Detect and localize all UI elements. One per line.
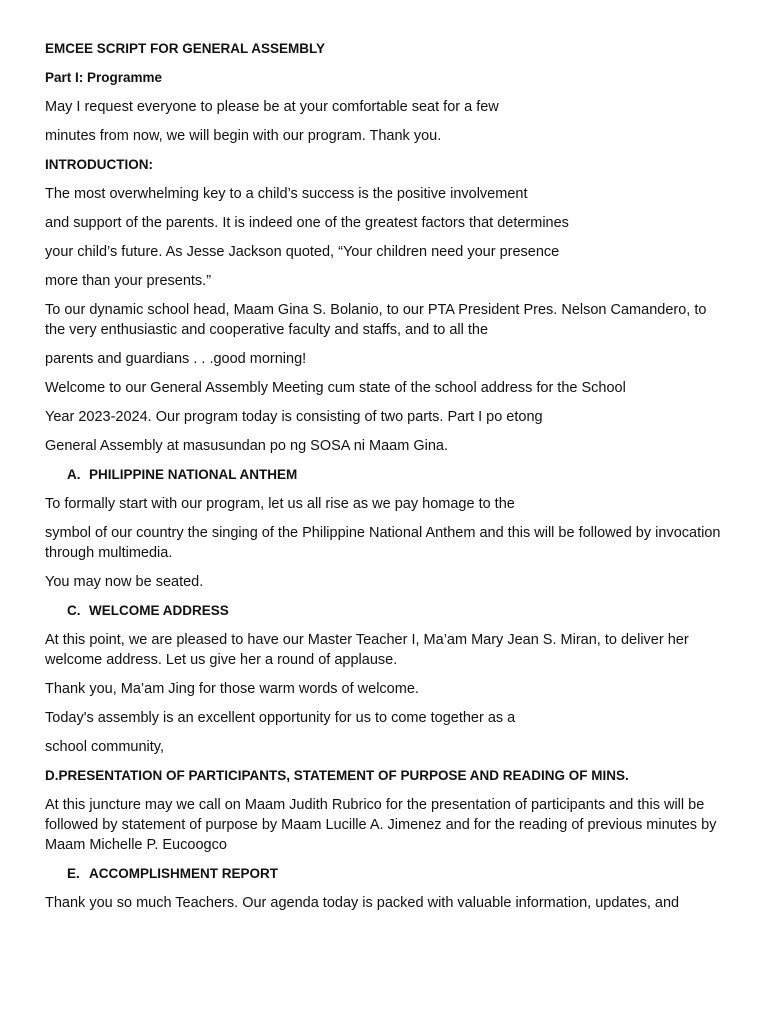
section-letter: E. bbox=[67, 866, 80, 881]
paragraph-line: At this point, we are pleased to have our Master Teacher I, Ma’am Mary Jean S. Miran, to deliver her welcome address. Let us give her a round of applause. bbox=[45, 632, 689, 668]
paragraph-line: parents and guardians . . .good morning! bbox=[45, 351, 307, 367]
document-title: EMCEE SCRIPT FOR GENERAL ASSEMBLY bbox=[45, 41, 326, 56]
paragraph-line: At this juncture may we call on Maam Judith Rubrico for the presentation of participants and this will be followed by statement of purpose by Maam Lucille A. Jimenez and for the reading of previous minutes by Maam Michelle P. Eucoogco bbox=[45, 797, 717, 853]
paragraph-line: Thank you so much Teachers. Our agenda today is packed with valuable information, updates, and bbox=[45, 895, 680, 911]
section-title: PHILIPPINE NATIONAL ANTHEM bbox=[89, 467, 298, 482]
paragraph-line: To formally start with our program, let us all rise as we pay homage to the bbox=[45, 496, 515, 512]
paragraph-line: To our dynamic school head, Maam Gina S. Bolanio, to our PTA President Pres. Nelson Camandero, to the very enthusiastic and cooperative faculty and staffs, and to all the bbox=[45, 302, 707, 338]
paragraph-line: You may now be seated. bbox=[45, 574, 204, 590]
paragraph-line: Thank you, Ma’am Jing for those warm words of welcome. bbox=[45, 681, 419, 697]
paragraph-line: more than your presents.” bbox=[45, 273, 212, 289]
section-letter: A. bbox=[67, 467, 81, 482]
section-heading-d: D.PRESENTATION OF PARTICIPANTS, STATEMENT OF PURPOSE AND READING OF MINS. bbox=[45, 768, 629, 783]
paragraph-line: minutes from now, we will begin with our program. Thank you. bbox=[45, 128, 442, 144]
paragraph-line: school community, bbox=[45, 739, 164, 755]
paragraph-line: and support of the parents. It is indeed one of the greatest factors that determines bbox=[45, 215, 569, 231]
section-heading-a bbox=[45, 465, 725, 485]
section-title: ACCOMPLISHMENT REPORT bbox=[89, 866, 278, 881]
section-heading-e bbox=[45, 864, 725, 884]
section-letter: C. bbox=[67, 603, 81, 618]
paragraph-line: symbol of our country the singing of the Philippine National Anthem and this will be followed by invocation through multimedia. bbox=[45, 525, 721, 561]
paragraph-line: your child’s future. As Jesse Jackson quoted, “Your children need your presence bbox=[45, 244, 560, 260]
paragraph-line: Today's assembly is an excellent opportunity for us to come together as a bbox=[45, 710, 516, 726]
part-heading: Part I: Programme bbox=[45, 70, 163, 85]
paragraph-line: May I request everyone to please be at your comfortable seat for a few bbox=[45, 99, 499, 115]
introduction-heading: INTRODUCTION: bbox=[45, 157, 153, 172]
section-title: WELCOME ADDRESS bbox=[89, 603, 229, 618]
paragraph-line: Year 2023-2024. Our program today is consisting of two parts. Part I po etong bbox=[45, 409, 543, 425]
paragraph-line: Welcome to our General Assembly Meeting cum state of the school address for the School bbox=[45, 380, 626, 396]
paragraph-line: The most overwhelming key to a child’s success is the positive involvement bbox=[45, 186, 528, 202]
section-heading-c bbox=[45, 601, 725, 621]
paragraph-line: General Assembly at masusundan po ng SOSA ni Maam Gina. bbox=[45, 438, 448, 454]
document-page bbox=[45, 39, 725, 922]
